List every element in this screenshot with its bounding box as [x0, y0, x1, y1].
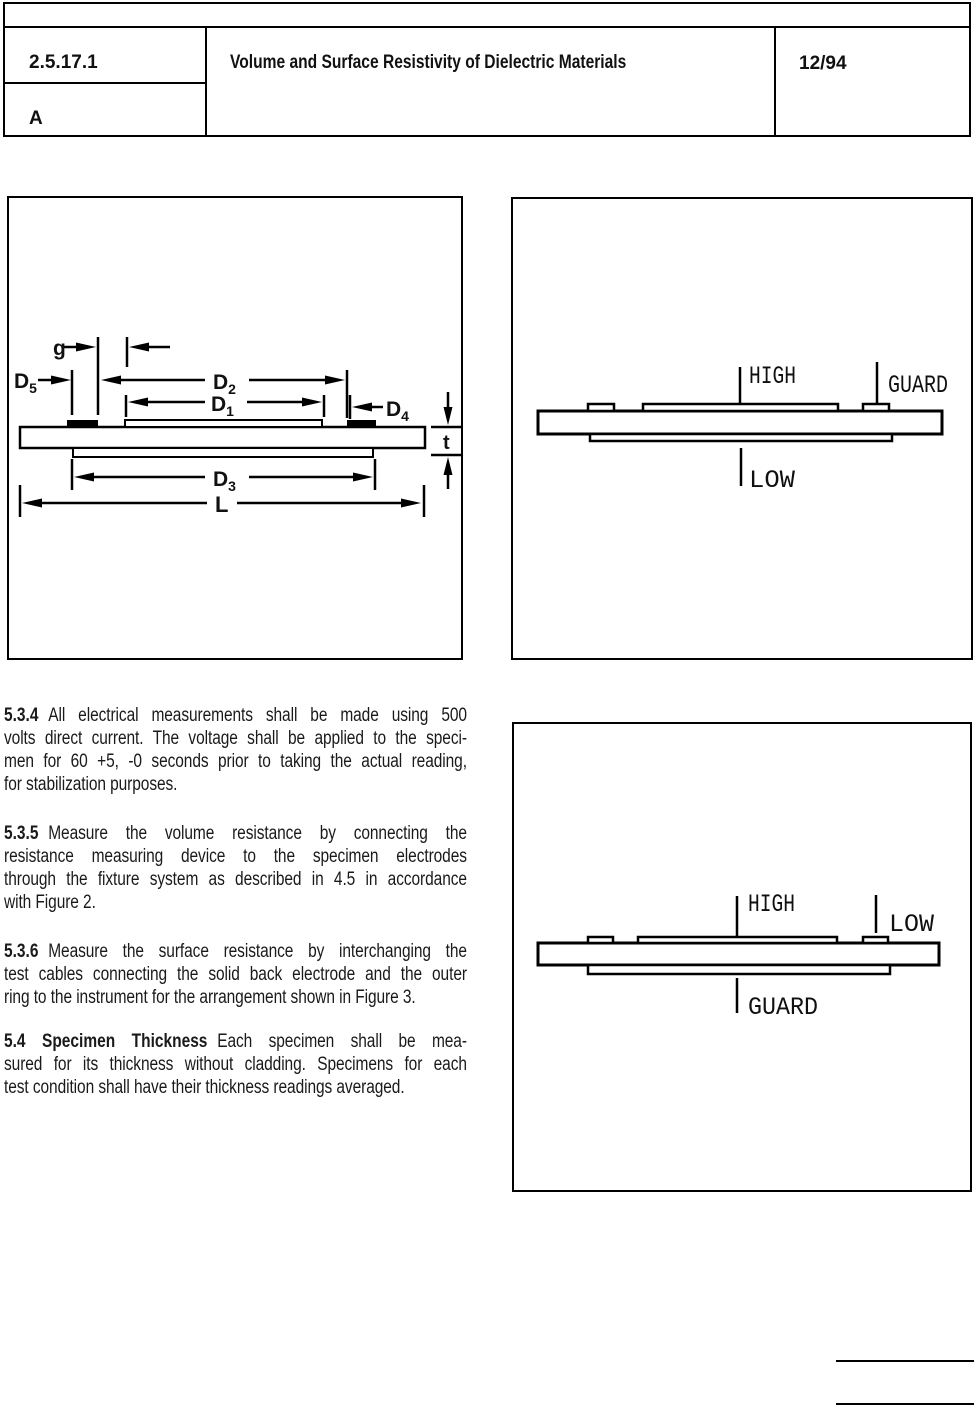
section-number: 5.3.4 — [4, 705, 39, 726]
text-line: with Figure 2. — [4, 892, 96, 913]
doc-number: 2.5.17.1 — [29, 52, 98, 73]
top-center-electrode — [638, 937, 837, 943]
figure2-volume-resistance — [511, 197, 973, 660]
paragraph-5-3-4 — [4, 704, 467, 796]
text-line: ring to the instrument for the arrangement shown in Figure 3. — [4, 987, 416, 1008]
text-line — [4, 704, 467, 727]
text-line — [4, 940, 467, 963]
figure3-surface-resistance — [512, 722, 972, 1192]
header-left-cell-divider — [5, 82, 205, 84]
high-lead-label: HIGH — [748, 890, 795, 919]
text-line: test cables connecting the solid back electrode and the outer — [4, 964, 467, 985]
label-d4: $D_4$ — [386, 398, 409, 424]
text-line: volts direct current. The voltage shall be applied to the speci- — [4, 728, 467, 749]
right-ring-electrode — [863, 937, 888, 943]
label-d5: $D_5$ — [14, 370, 37, 396]
header-top-row-divider — [5, 26, 969, 28]
header-col-divider-1 — [205, 26, 207, 135]
label-g: g — [53, 337, 66, 360]
bottom-electrode — [590, 434, 892, 441]
high-lead-label: HIGH — [749, 362, 796, 391]
text-line — [4, 1030, 467, 1053]
text-line-content: Measure the surface resistance by interchanging the — [48, 941, 467, 962]
low-lead-label: LOW — [889, 910, 934, 939]
header-col-divider-2 — [774, 26, 776, 135]
figure1-specimen-dimensions — [7, 196, 463, 660]
bottom-electrode — [588, 965, 890, 974]
section-number: 5.3.5 — [4, 823, 39, 844]
text-line — [4, 822, 467, 845]
guard-lead-label: GUARD — [748, 993, 818, 1022]
top-center-electrode — [125, 420, 322, 427]
text-line: men for 60 +5, -0 seconds prior to taking the actual reading, — [4, 751, 467, 772]
text-line-content: Each specimen shall be mea- — [217, 1031, 467, 1052]
top-center-electrode — [643, 404, 838, 411]
left-ring-electrode — [588, 404, 614, 411]
left-ring-electrode — [588, 937, 613, 943]
specimen-bar — [538, 943, 939, 965]
left-ring-electrode — [67, 420, 98, 427]
paragraph-5-3-5 — [4, 822, 467, 914]
paragraph-5-4 — [4, 1030, 467, 1099]
doc-title: Volume and Surface Resistivity of Dielectric Materials — [230, 52, 627, 73]
text-line: resistance measuring device to the specimen electrodes — [4, 846, 467, 867]
doc-revision: A — [29, 108, 43, 129]
text-line: sured for its thickness without cladding. Specimens for each — [4, 1054, 467, 1075]
low-lead-label: LOW — [749, 466, 795, 495]
text-line: through the fixture system as described in 4.5 in accordance — [4, 869, 467, 890]
label-t: t — [443, 432, 450, 454]
doc-date: 12/94 — [799, 53, 847, 74]
footer-rule-2 — [836, 1403, 974, 1405]
bottom-electrode — [73, 448, 373, 457]
section-number: 5.4 Specimen Thickness — [4, 1031, 208, 1052]
specimen-bar — [20, 427, 425, 448]
text-line: test condition shall have their thickness readings averaged. — [4, 1077, 405, 1098]
specimen-bar — [538, 411, 942, 434]
footer-rule-1 — [836, 1360, 974, 1362]
text-line-content: Measure the volume resistance by connecting the — [48, 823, 467, 844]
text-line-content: All electrical measurements shall be made using 500 — [48, 705, 467, 726]
right-ring-electrode — [347, 420, 376, 427]
section-number: 5.3.6 — [4, 941, 39, 962]
label-d3: $D_3$ — [213, 468, 236, 494]
label-l: L — [215, 492, 229, 517]
paragraph-5-3-6 — [4, 940, 467, 1009]
text-line: for stabilization purposes. — [4, 774, 178, 795]
label-d2: $D_2$ — [213, 371, 236, 397]
label-d1: $D_1$ — [211, 393, 234, 419]
right-ring-electrode — [863, 404, 889, 411]
header-table — [3, 2, 971, 137]
guard-lead-label: GUARD — [888, 371, 948, 400]
